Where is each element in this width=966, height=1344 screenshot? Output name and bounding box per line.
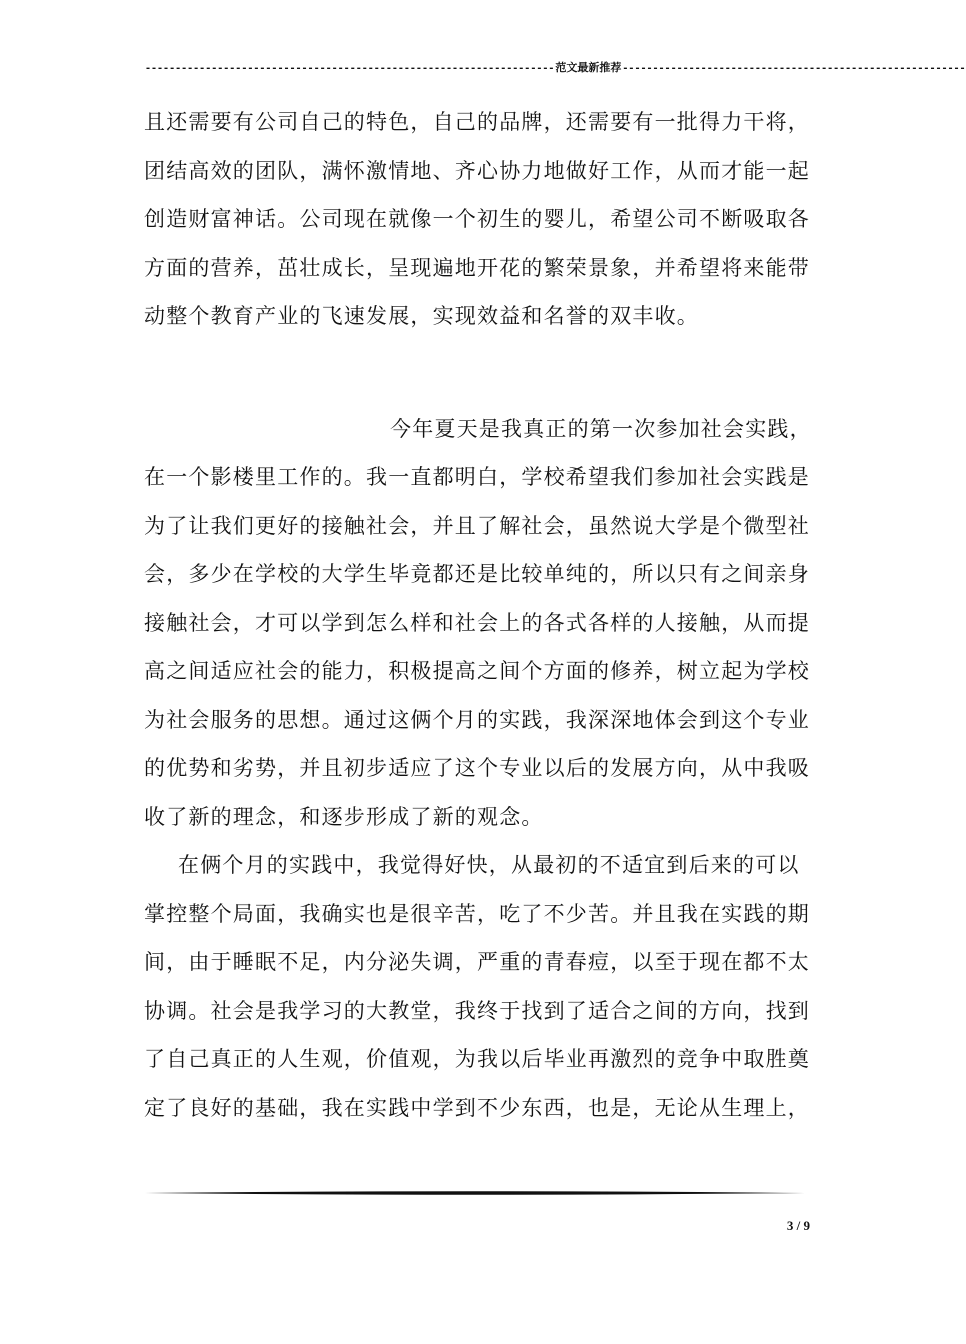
header-right-dashes: --------------------------------------------------------- <box>622 63 966 74</box>
paragraph-line: 动整个教育产业的飞速发展，实现效益和名誉的双丰收。 <box>144 304 699 328</box>
paragraph-line: 收了新的理念，和逐步形成了新的观念。 <box>144 804 544 829</box>
paragraph-line: 接触社会，才可以学到怎么样和社会上的各式各样的人接触，从而提 <box>144 610 810 635</box>
page-header <box>145 58 966 78</box>
paragraph-line: 在一个影楼里工作的。我一直都明白，学校希望我们参加社会实践是 <box>144 465 810 489</box>
paragraph-line: 创造财富神话。公司现在就像一个初生的婴儿，希望公司不断吸取各 <box>144 207 810 231</box>
paragraph-line: 方面的营养，茁壮成长，呈现遍地开花的繁荣景象，并希望将来能带 <box>144 255 810 280</box>
footer-divider <box>145 1190 805 1196</box>
paragraph-line: 的优势和劣势，并且初步适应了这个专业以后的发展方向，从中我吸 <box>144 756 810 780</box>
header-left-dashes: -------------------------------------------------------------------- <box>145 63 555 74</box>
paragraph-line: 协调。社会是我学习的大教堂，我终于找到了适合之间的方向，找到 <box>144 998 810 1023</box>
paragraph-line: 在俩个月的实践中，我觉得好快，从最初的不适宜到后来的可以 <box>178 853 800 877</box>
paragraph-line: 团结高效的团队，满怀激情地、齐心协力地做好工作，从而才能一起 <box>144 158 810 183</box>
paragraph-line: 今年夏天是我真正的第一次参加社会实践， <box>390 416 812 441</box>
paragraph-line: 间，由于睡眠不足，内分泌失调，严重的青春痘，以至于现在都不太 <box>144 950 810 974</box>
paragraph-line: 会，多少在学校的大学生毕竟都还是比较单纯的，所以只有之间亲身 <box>144 562 810 586</box>
paragraph-line: 掌控整个局面，我确实也是很辛苦，吃了不少苦。并且我在实践的期 <box>144 901 810 926</box>
paragraph-line: 定了良好的基础，我在实践中学到不少东西，也是，无论从生理上， <box>144 1095 810 1120</box>
paragraph-line: 且还需要有公司自己的特色，自己的品牌，还需要有一批得力干将， <box>144 110 810 134</box>
paragraph-line: 了自己真正的人生观，价值观，为我以后毕业再激烈的竞争中取胜奠 <box>144 1047 810 1071</box>
paragraph-2 <box>144 405 814 842</box>
paragraph-line: 为了让我们更好的接触社会，并且了解社会，虽然说大学是个微型社 <box>144 513 810 538</box>
header-title: 范文最新推荐 <box>555 61 622 74</box>
page-number: 3 / 9 <box>786 1218 810 1233</box>
paragraph-1 <box>144 98 814 341</box>
paragraph-spacer <box>144 341 814 405</box>
paragraph-3 <box>144 841 814 1132</box>
paragraph-line: 为社会服务的思想。通过这俩个月的实践，我深深地体会到这个专业 <box>144 707 810 732</box>
paragraph-line: 高之间适应社会的能力，积极提高之间个方面的修养，树立起为学校 <box>144 659 810 683</box>
document-body <box>144 98 814 1132</box>
